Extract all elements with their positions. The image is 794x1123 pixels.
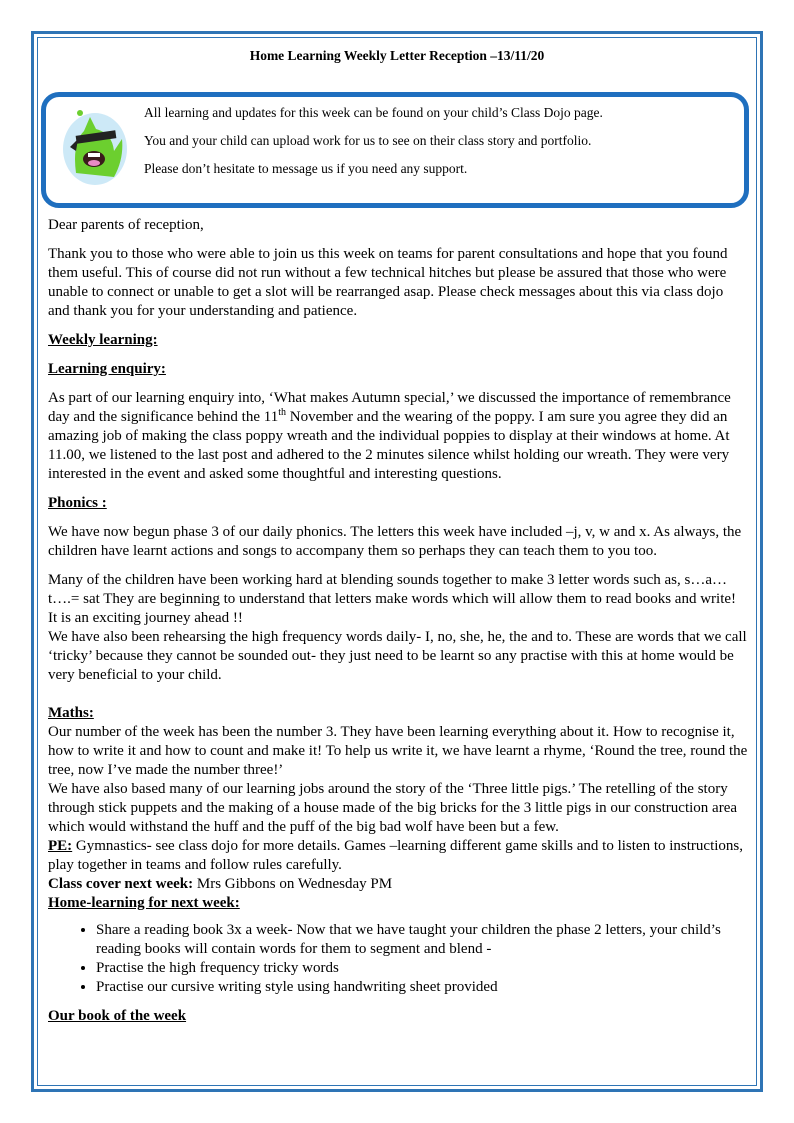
class-cover-paragraph <box>48 875 748 894</box>
list-item: • Practise our cursive writing style using handwriting sheet provided <box>96 978 748 997</box>
pe-text: Gymnastics- see class dojo for more details. Games –learning different game skills and to listen to instructions, play together in teams and follow rules carefully. <box>48 838 743 873</box>
dojo-notice-line: All learning and updates for this week can be found on your child’s Class Dojo page. <box>144 105 603 120</box>
list-item: • Practise the high frequency tricky words <box>96 959 748 978</box>
book-of-week-heading: Our book of the week <box>48 1008 187 1024</box>
learning-enquiry-paragraph <box>48 389 748 484</box>
phonics-heading: Phonics : <box>48 495 107 511</box>
learning-enquiry-heading: Learning enquiry: <box>48 361 166 377</box>
dojo-notice-line: Please don’t hesitate to message us if you need any support. <box>144 161 468 176</box>
greeting: Dear parents of reception, <box>48 217 204 233</box>
pe-label: PE: <box>48 838 73 854</box>
maths-heading: Maths: <box>48 705 94 721</box>
weekly-learning-heading: Weekly learning: <box>48 332 158 348</box>
home-learning-heading: Home-learning for next week: <box>48 895 240 911</box>
phonics-paragraph: We have now begun phase 3 of our daily phonics. The letters this week have included –j, v, w and x. As always, the children have learnt actions and songs to accompany them so perhaps they can teach them to you too. <box>48 524 742 559</box>
ordinal-suffix: th <box>278 407 286 418</box>
maths-paragraph: Our number of the week has been the number 3. They have been learning everything about it. How to recognise it, how to write it and how to count and make it! To help us write it, we have learnt a rhyme, ‘Round the tree, round the tree, now I’ve made the number three!’ <box>48 724 748 778</box>
list-item: • Share a reading book 3x a week- Now that we have taught your children the phase 2 letters, your child’s reading books will contain words for them to segment and blend - <box>96 921 748 959</box>
intro-paragraph: Thank you to those who were able to join us this week on teams for parent consultations and hope that you found them useful. This of course did not run without a few technical hitches but please be assured that those who were unable to connect or unable to get a slot will be rearranged asap. Please check messages about this via class dojo and thank you for your understanding and patience. <box>48 246 728 319</box>
phonics-paragraph: Many of the children have been working hard at blending sounds together to make 3 letter words such as, s…a…t….= sat They are beginning to understand that letters make words which will allow them to read books and write! It is an exciting journey ahead !! <box>48 572 737 626</box>
class-cover-text: Mrs Gibbons on Wednesday PM <box>193 876 393 892</box>
maths-paragraph: We have also based many of our learning jobs around the story of the ‘Three little pigs.’ The retelling of the story through stick puppets and the making of a house made of the big bricks for the 3 little pigs in our construction area which would withstand the huff and the puff of the big bad wolf have been but a few. <box>48 781 738 835</box>
class-dojo-notice-box <box>41 92 749 208</box>
class-cover-label: Class cover next week: <box>48 876 194 892</box>
pe-paragraph <box>48 837 748 875</box>
dojo-notice-line: You and your child can upload work for us to see on their class story and portfolio. <box>144 133 592 148</box>
enquiry-text: As part of our learning enquiry into, ‘What makes Autumn special,’ we discussed the importance of remembrance day and the significance behind the 11 <box>48 390 731 425</box>
enquiry-text: November and the wearing of the poppy. I am sure you agree they did an amazing job of making the class poppy wreath and the individual poppies to display at their windows at home. At 11.00, we listened to the last post and adhered to the 2 minutes silence whilst holding our wreath. They were very interested in the event and asked some thoughtful and interesting questions. <box>48 409 730 482</box>
letter-body <box>48 216 748 1036</box>
phonics-paragraph: We have also been rehearsing the high frequency words daily- I, no, she, he, the and to. These are words that we call ‘tricky’ because they cannot be sounded out- they just need to be learnt so any practise with this at home would be very beneficial to your child. <box>48 629 747 683</box>
class-dojo-monster-icon <box>58 103 132 187</box>
home-learning-list <box>48 921 748 997</box>
letter-title: Home Learning Weekly Letter Reception –13/11/20 <box>249 48 545 63</box>
